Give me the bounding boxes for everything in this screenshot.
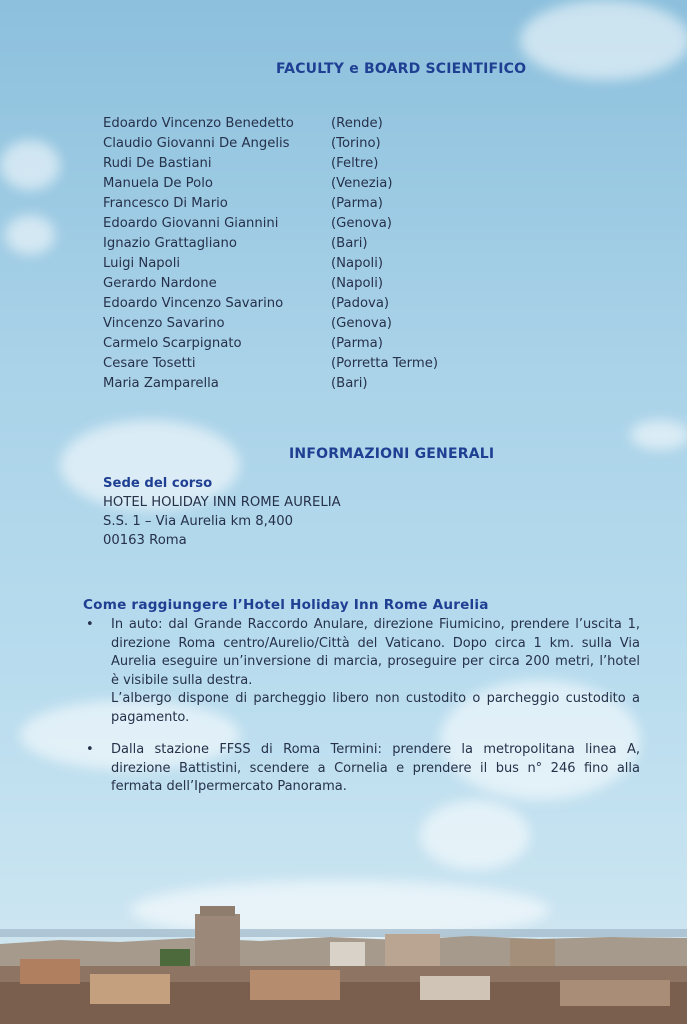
sky-cloud <box>0 140 60 190</box>
faculty-list <box>103 114 438 394</box>
hotel-city: 00163 Roma <box>103 533 187 548</box>
directions-car-text: In auto: dal Grande Raccordo Anulare, direzione Fiumicino, prendere l’uscita 1, direzione Roma centro/Aurelio/Città del Vaticano. Dopo circa 1 km. sulla Via Aurelia eseguire un’inversione di marcia, proseguire per circa 200 metri, l’hotel è visibile sulla destra. <box>111 617 640 688</box>
info-heading: INFORMAZIONI GENERALI <box>289 446 495 462</box>
faculty-row <box>103 254 438 274</box>
hotel-name: HOTEL HOLIDAY INN ROME AURELIA <box>103 495 341 510</box>
faculty-row <box>103 334 438 354</box>
faculty-city: (Porretta Terme) <box>331 356 438 371</box>
faculty-name: Edoardo Giovanni Giannini <box>103 216 279 231</box>
faculty-city: (Bari) <box>331 376 368 391</box>
rome-skyline-image <box>0 904 687 1024</box>
faculty-row <box>103 274 438 294</box>
faculty-row <box>103 194 438 214</box>
hotel-address: S.S. 1 – Via Aurelia km 8,400 <box>103 514 294 529</box>
directions-heading: Come raggiungere l’Hotel Holiday Inn Rome Aurelia <box>83 597 489 613</box>
faculty-name: Ignazio Grattagliano <box>103 236 237 251</box>
faculty-row <box>103 294 438 314</box>
faculty-name: Gerardo Nardone <box>103 276 217 291</box>
faculty-row <box>103 154 438 174</box>
directions-train-text: Dalla stazione FFSS di Roma Termini: prendere la metropolitana linea A, direzione Battistini, scendere a Cornelia e prendere il bus n° 246 fino alla fermata dell’Ipermercato Panorama. <box>111 742 640 794</box>
faculty-city: (Parma) <box>331 336 383 351</box>
faculty-name: Edoardo Vincenzo Benedetto <box>103 116 294 131</box>
faculty-name: Luigi Napoli <box>103 256 181 271</box>
faculty-city: (Napoli) <box>331 256 384 271</box>
faculty-name: Edoardo Vincenzo Savarino <box>103 296 284 311</box>
bullet-icon: • <box>86 742 94 757</box>
bullet-icon: • <box>86 617 94 632</box>
venue-block <box>103 474 341 550</box>
faculty-name: Rudi De Bastiani <box>103 156 212 171</box>
faculty-city: (Venezia) <box>331 176 393 191</box>
faculty-city: (Rende) <box>331 116 383 131</box>
directions-parking-text: L’albergo dispone di parcheggio libero non custodito o parcheggio custodito a pagamento. <box>111 691 640 725</box>
faculty-name: Carmelo Scarpignato <box>103 336 242 351</box>
faculty-city: (Feltre) <box>331 156 379 171</box>
venue-label: Sede del corso <box>103 476 213 491</box>
sky-cloud <box>420 800 530 870</box>
faculty-city: (Genova) <box>331 216 392 231</box>
faculty-row <box>103 134 438 154</box>
faculty-row <box>103 214 438 234</box>
faculty-row <box>103 314 438 334</box>
faculty-city: (Parma) <box>331 196 383 211</box>
sky-cloud <box>630 420 687 450</box>
sky-cloud <box>520 0 687 80</box>
faculty-city: (Genova) <box>331 316 392 331</box>
faculty-row <box>103 174 438 194</box>
faculty-city: (Padova) <box>331 296 390 311</box>
faculty-name: Maria Zamparella <box>103 376 219 391</box>
faculty-name: Manuela De Polo <box>103 176 213 191</box>
directions-car <box>86 616 640 727</box>
faculty-name: Cesare Tosetti <box>103 356 196 371</box>
faculty-row <box>103 234 438 254</box>
faculty-name: Vincenzo Savarino <box>103 316 225 331</box>
faculty-heading: FACULTY e BOARD SCIENTIFICO <box>276 61 527 77</box>
directions-train <box>86 741 640 797</box>
faculty-row <box>103 114 438 134</box>
faculty-city: (Napoli) <box>331 276 384 291</box>
sky-cloud <box>5 215 55 255</box>
faculty-row <box>103 354 438 374</box>
faculty-name: Claudio Giovanni De Angelis <box>103 136 290 151</box>
faculty-city: (Bari) <box>331 236 368 251</box>
faculty-name: Francesco Di Mario <box>103 196 228 211</box>
faculty-row <box>103 374 438 394</box>
faculty-city: (Torino) <box>331 136 381 151</box>
